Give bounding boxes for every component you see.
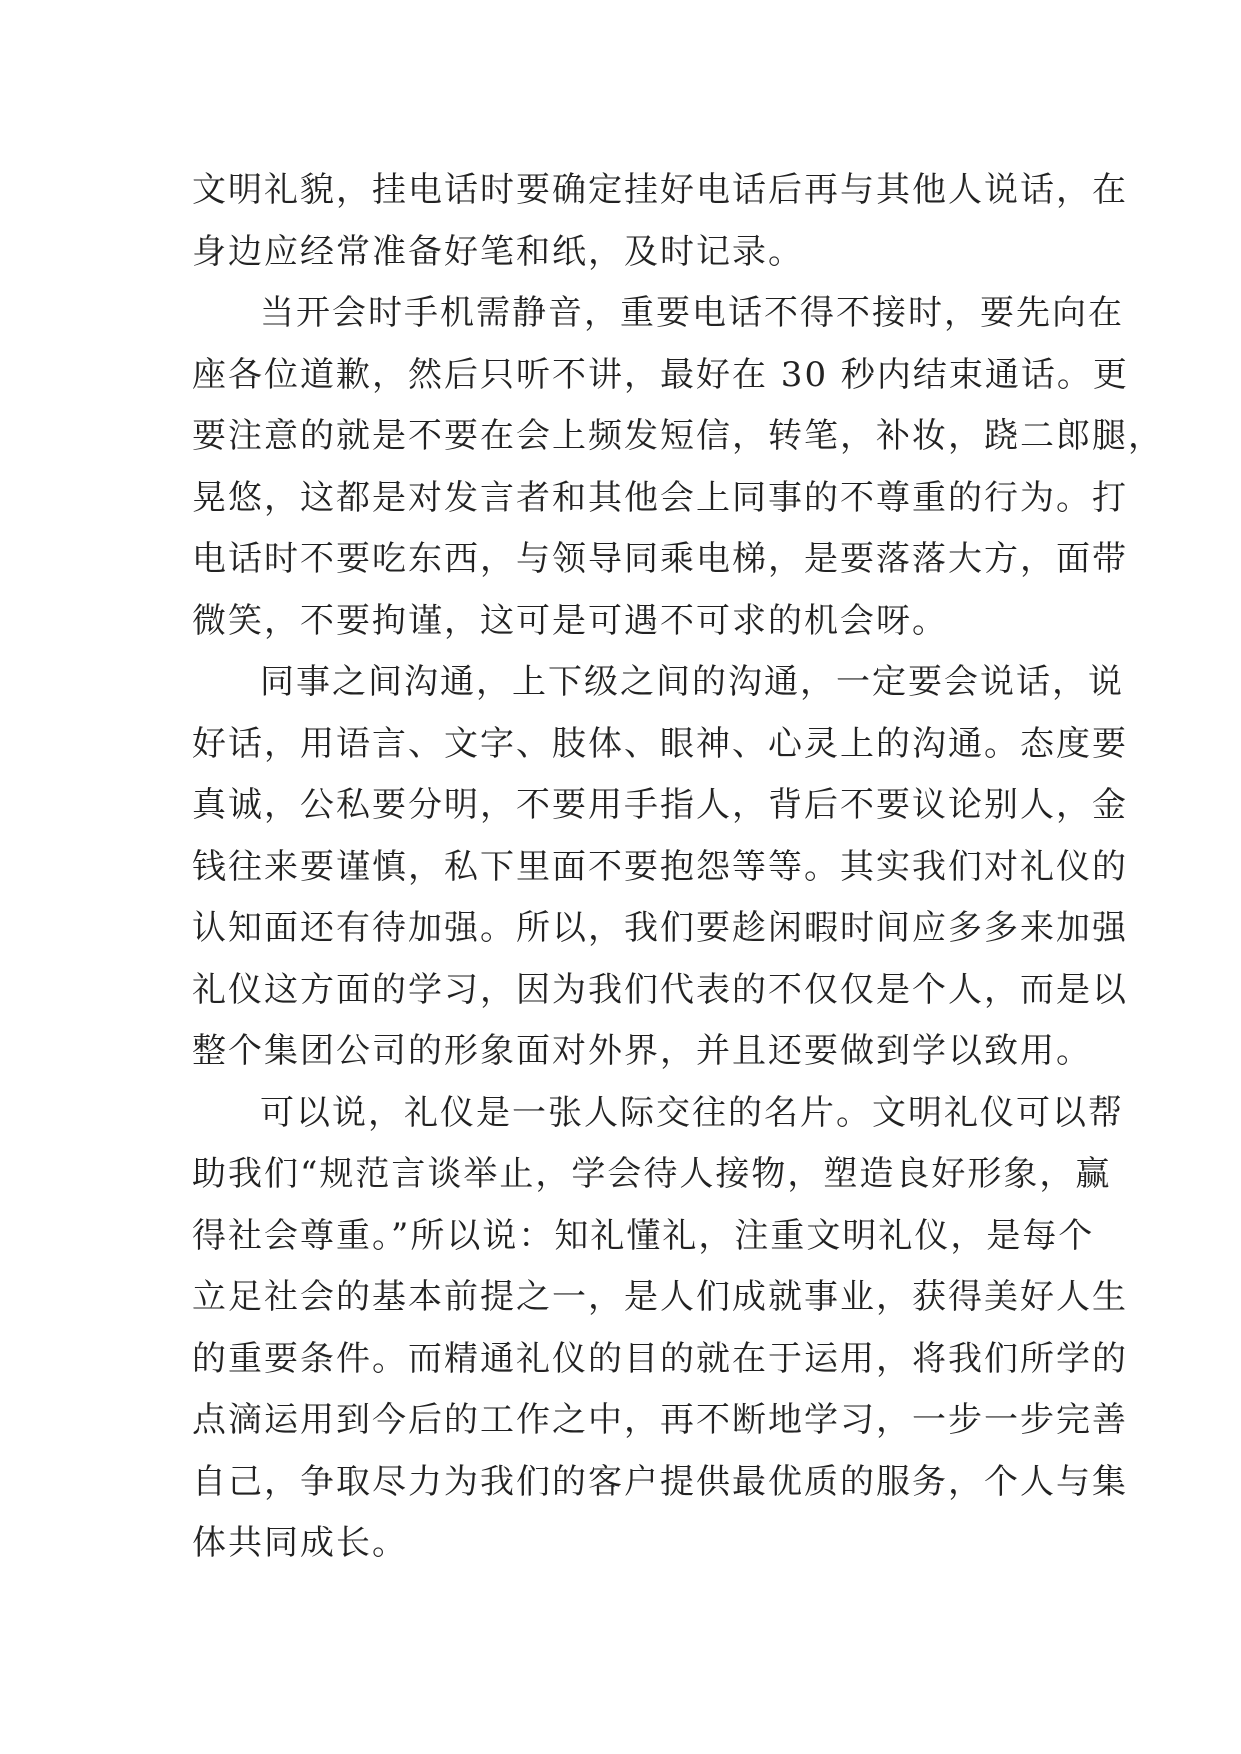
text-line: 座各位道歉，然后只听不讲，最好在 30 秒内结束通话。更 [192, 354, 1129, 395]
text-line: 当开会时手机需静音，重要电话不得不接时，要先向在 [260, 293, 1124, 333]
paragraph-4 [192, 1083, 1128, 1575]
text-line: 的重要条件。而精通礼仪的目的就在于运用，将我们所学的 [192, 1338, 1128, 1379]
text-line: 同事之间沟通，上下级之间的沟通，一定要会说话，说 [260, 662, 1124, 702]
text-line: 得社会尊重。”所以说：知礼懂礼，注重文明礼仪，是每个 [192, 1215, 1095, 1256]
paragraph-1 [192, 160, 1128, 283]
document-body [192, 160, 1164, 1575]
text-line: 文明礼貌，挂电话时要确定挂好电话后再与其他人说话，在 [192, 170, 1128, 210]
text-line: 微笑，不要拘谨，这可是可遇不可求的机会呀。 [192, 600, 948, 641]
text-line: 可以说，礼仪是一张人际交往的名片。文明礼仪可以帮 [260, 1092, 1124, 1133]
text-line: 要注意的就是不要在会上频发短信，转笔，补妆，跷二郎腿， [192, 416, 1164, 456]
text-line: 礼仪这方面的学习，因为我们代表的不仅仅是个人，而是以 [192, 969, 1128, 1010]
text-line: 钱往来要谨慎，私下里面不要抱怨等等。其实我们对礼仪的 [192, 846, 1128, 887]
text-line: 自己，争取尽力为我们的客户提供最优质的服务，个人与集 [192, 1461, 1128, 1502]
paragraph-2 [192, 283, 1164, 652]
text-line: 认知面还有待加强。所以，我们要趁闲暇时间应多多来加强 [192, 908, 1128, 948]
text-line: 身边应经常准备好笔和纸，及时记录。 [192, 231, 804, 272]
paragraph-3 [192, 652, 1128, 1083]
text-line: 立足社会的基本前提之一，是人们成就事业，获得美好人生 [192, 1277, 1128, 1317]
text-line: 体共同成长。 [192, 1523, 408, 1563]
text-line: 助我们“规范言谈举止，学会待人接物，塑造良好形象，赢 [192, 1154, 1112, 1194]
text-line: 整个集团公司的形象面对外界，并且还要做到学以致用。 [192, 1031, 1092, 1071]
text-line: 电话时不要吃东西，与领导同乘电梯，是要落落大方，面带 [192, 539, 1128, 579]
text-line: 好话，用语言、文字、肢体、眼神、心灵上的沟通。态度要 [192, 723, 1128, 764]
text-line: 真诚，公私要分明，不要用手指人，背后不要议论别人，金 [192, 785, 1128, 825]
text-line: 晃悠，这都是对发言者和其他会上同事的不尊重的行为。打 [192, 477, 1128, 518]
text-line: 点滴运用到今后的工作之中，再不断地学习，一步一步完善 [192, 1400, 1128, 1440]
